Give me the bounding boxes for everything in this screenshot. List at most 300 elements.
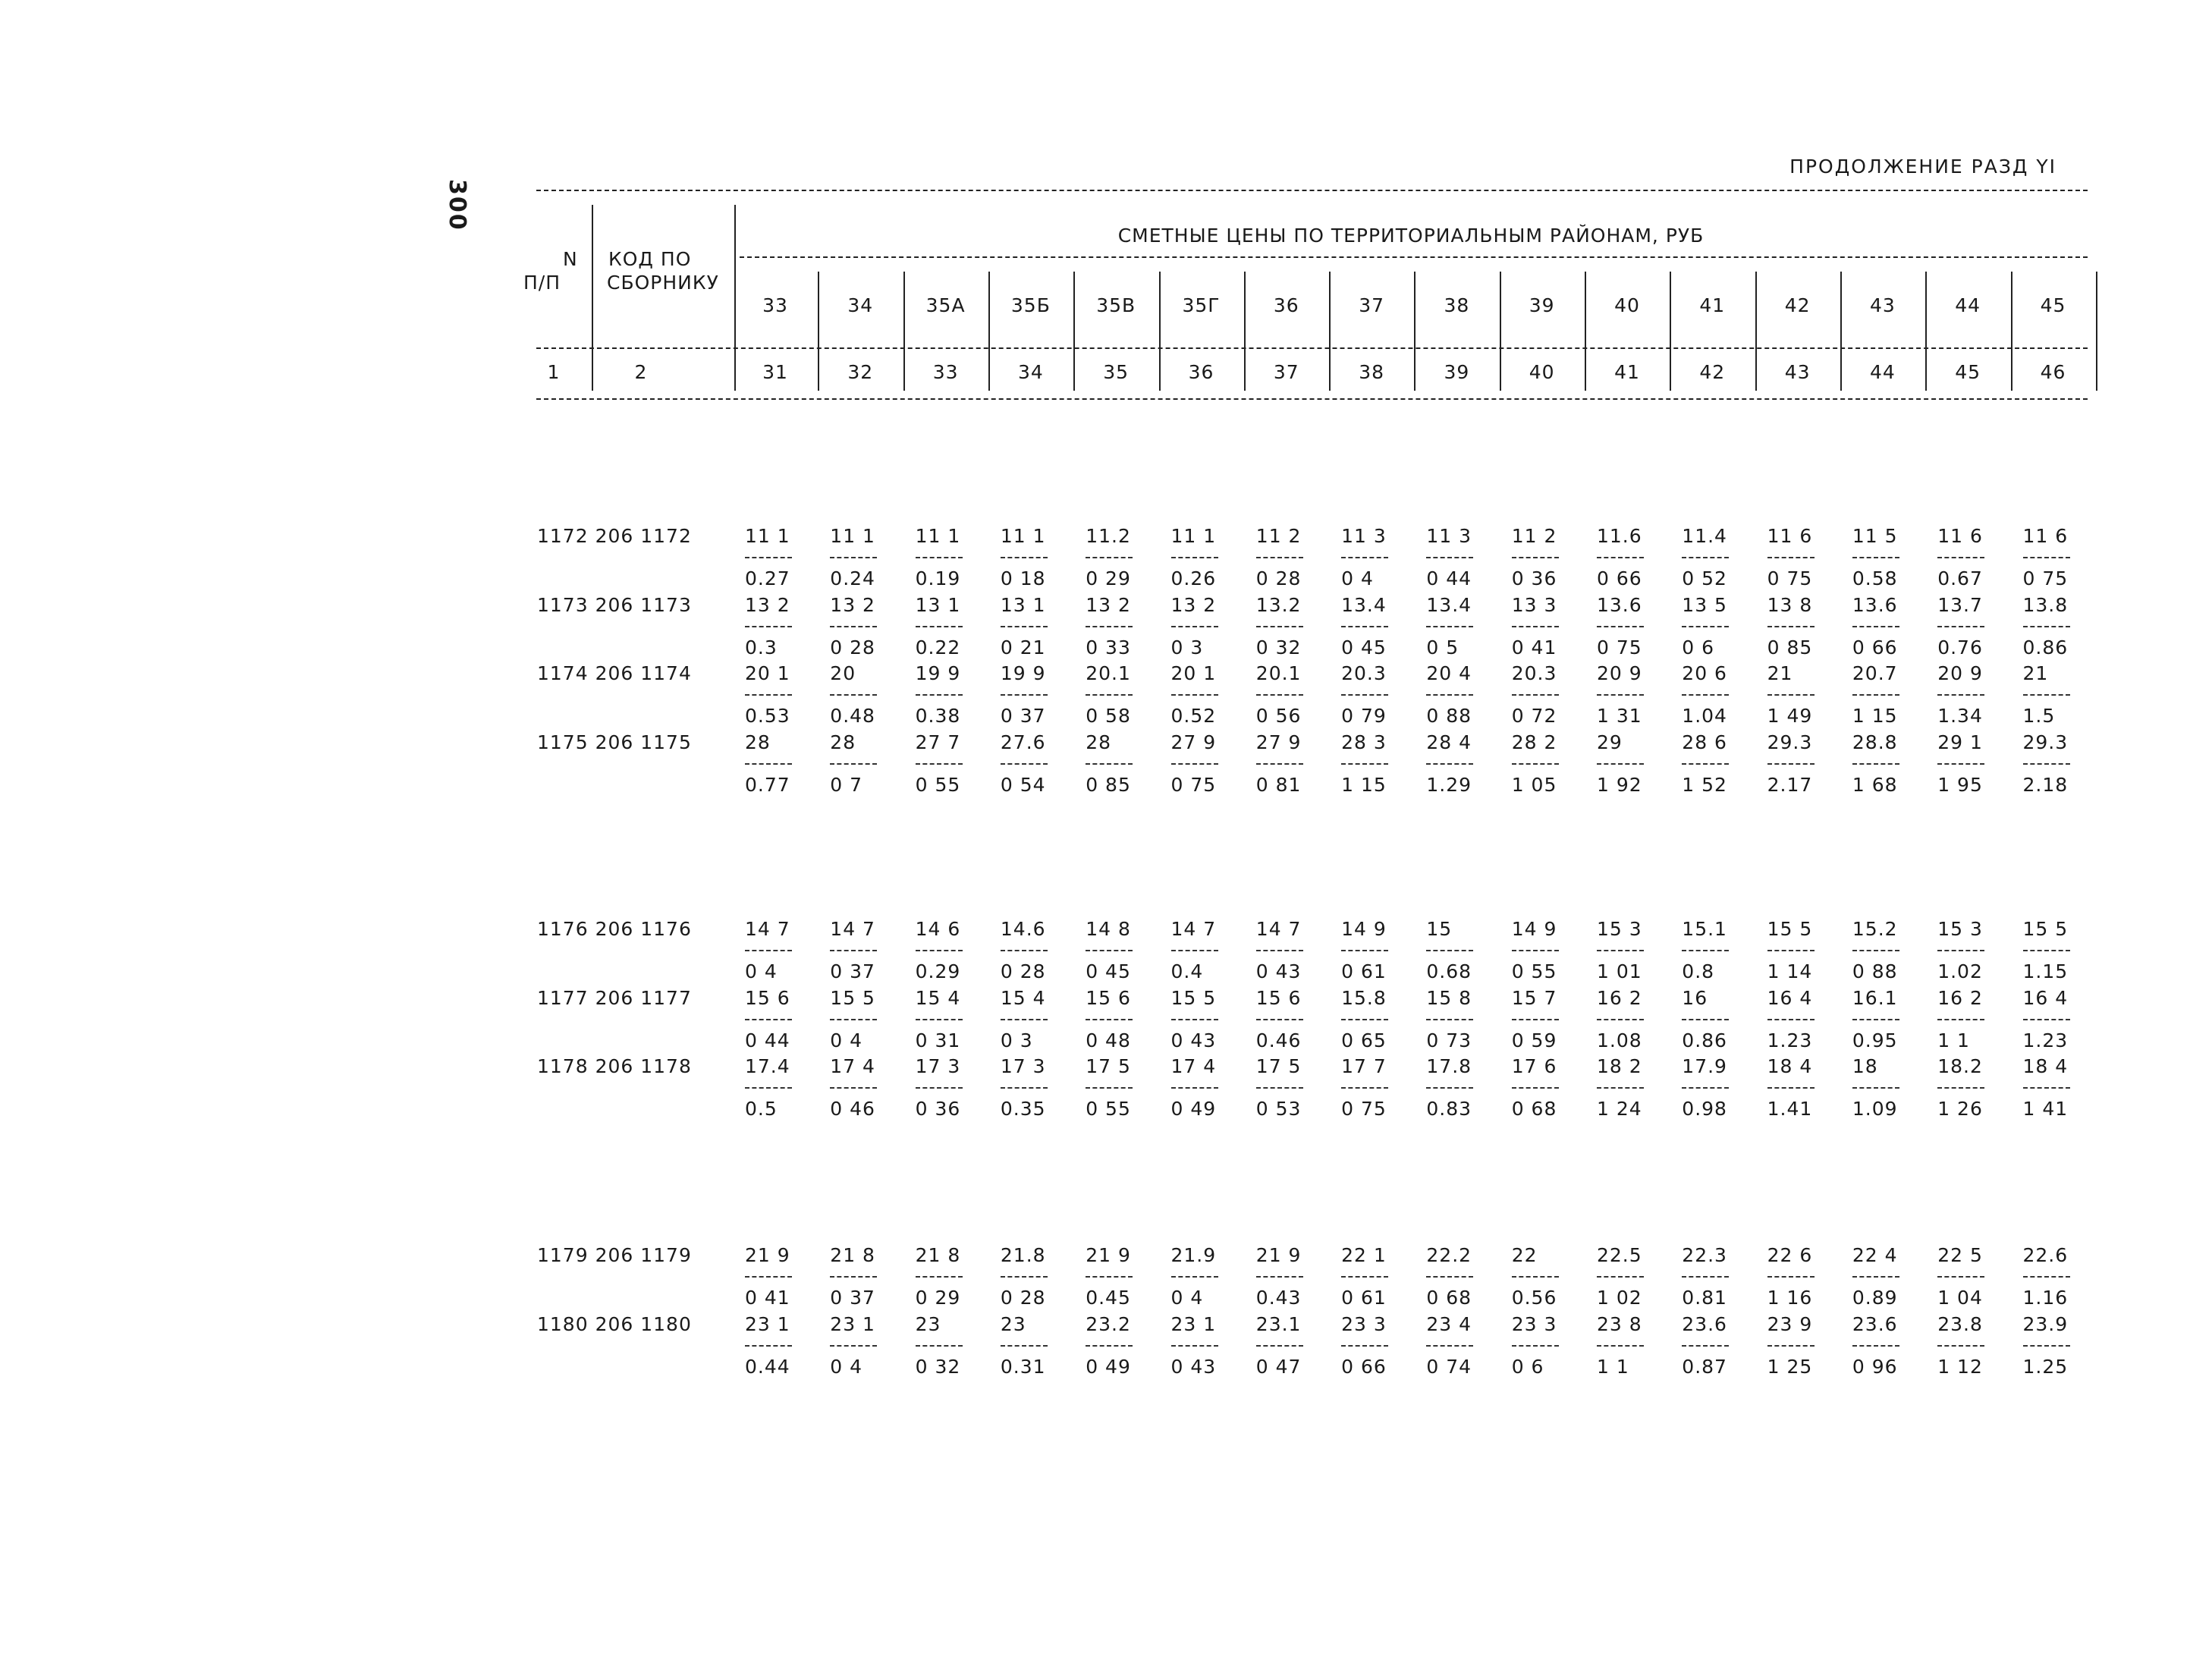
price-value: 17 5 [1255, 1055, 1302, 1077]
price-value: 18.2 [1937, 1055, 1983, 1077]
price-subvalue: 0 85 [1767, 636, 1813, 658]
price-subvalue: 1.09 [1852, 1098, 1898, 1120]
fraction-rule [1767, 763, 1815, 765]
price-value: 23 8 [1597, 1312, 1642, 1335]
price-subvalue: 0 49 [1086, 1355, 1131, 1378]
price-value: 28 [1086, 731, 1111, 753]
fraction-rule [745, 1087, 792, 1089]
price-subvalue: 0 4 [830, 1355, 863, 1378]
price-subvalue: 0.98 [1682, 1098, 1727, 1120]
price-value: 13 2 [830, 593, 875, 616]
price-subvalue: 0 55 [1086, 1098, 1131, 1120]
fraction-rule [1001, 1276, 1048, 1278]
price-subvalue: 0 4 [830, 1029, 863, 1051]
fraction-rule [916, 763, 963, 765]
price-subvalue: 0 79 [1341, 705, 1387, 727]
price-value: 28 4 [1426, 731, 1472, 753]
price-value: 21 8 [915, 1244, 961, 1266]
fraction-rule [916, 1019, 963, 1020]
fraction-rule [1341, 694, 1388, 696]
price-subvalue: 1 52 [1682, 773, 1727, 796]
price-subvalue: 1 04 [1937, 1287, 1983, 1309]
price-subvalue: 0 72 [1511, 705, 1557, 727]
price-subvalue: 1 68 [1852, 773, 1898, 796]
price-subvalue: 0.3 [745, 636, 778, 658]
fraction-rule [1426, 950, 1473, 951]
column-number: 36 [1188, 361, 1214, 383]
fraction-rule [1426, 557, 1473, 558]
price-value: 22 [1511, 1244, 1538, 1266]
price-subvalue: 0 43 [1170, 1355, 1217, 1378]
fraction-rule [1512, 1019, 1559, 1020]
fraction-rule [916, 1276, 963, 1278]
price-subvalue: 1 15 [1341, 773, 1387, 796]
column-divider [1244, 272, 1246, 391]
price-subvalue: 0 55 [1511, 960, 1557, 982]
fraction-rule [1597, 1087, 1644, 1089]
price-value: 21.8 [1000, 1244, 1046, 1266]
fraction-rule [1767, 1345, 1815, 1347]
fraction-rule [1341, 1087, 1388, 1089]
price-value: 22 1 [1341, 1244, 1387, 1266]
fraction-rule [1937, 557, 1984, 558]
fraction-rule [916, 694, 963, 696]
price-value: 21 [2022, 662, 2049, 684]
price-value: 28.8 [1852, 731, 1898, 753]
price-value: 27.6 [1000, 731, 1046, 753]
fraction-rule [830, 1019, 877, 1020]
fraction-rule [1086, 950, 1133, 951]
fraction-rule [1852, 557, 1899, 558]
price-value: 13 2 [1086, 593, 1131, 616]
column-divider [1840, 272, 1842, 391]
price-value: 23 1 [1170, 1312, 1217, 1335]
price-subvalue: 0 21 [1000, 636, 1046, 658]
price-subvalue: 0 59 [1511, 1029, 1557, 1051]
price-subvalue: 0.53 [745, 705, 790, 727]
price-value: 11 1 [745, 525, 790, 547]
region-header: 42 [1784, 294, 1811, 316]
price-subvalue: 0.48 [830, 705, 875, 727]
column-divider [1329, 272, 1331, 391]
fraction-rule [1937, 1345, 1984, 1347]
code-label-1: КОД ПО [608, 248, 692, 270]
fraction-rule [1256, 950, 1303, 951]
price-value: 18 2 [1597, 1055, 1642, 1077]
column-number: 37 [1273, 361, 1299, 383]
fraction-rule [1171, 763, 1218, 765]
price-subvalue: 0 75 [1767, 567, 1813, 589]
fraction-rule [1937, 1087, 1984, 1089]
fraction-rule [1852, 763, 1899, 765]
price-subvalue: 0 28 [1000, 1287, 1046, 1309]
price-subvalue: 0.35 [1000, 1098, 1046, 1120]
price-subvalue: 0.52 [1170, 705, 1217, 727]
column-divider [1755, 272, 1757, 391]
price-subvalue: 0 73 [1426, 1029, 1472, 1051]
price-subvalue: 1.23 [2022, 1029, 2069, 1051]
region-header: 43 [1869, 294, 1896, 316]
price-value: 11.6 [1597, 525, 1642, 547]
price-subvalue: 0 47 [1255, 1355, 1302, 1378]
price-value: 15 6 [1255, 986, 1302, 1009]
fraction-rule [1937, 626, 1984, 627]
price-value: 21 8 [830, 1244, 875, 1266]
price-value: 20 1 [1170, 662, 1217, 684]
fraction-rule [1767, 557, 1815, 558]
price-subvalue: 0 32 [915, 1355, 961, 1378]
column-divider [903, 272, 905, 391]
price-subvalue: 0.45 [1086, 1287, 1131, 1309]
price-subvalue: 0.29 [915, 960, 961, 982]
column-number: 40 [1529, 361, 1555, 383]
price-value: 21 9 [1086, 1244, 1131, 1266]
price-value: 11 1 [1000, 525, 1046, 547]
fraction-rule [1001, 694, 1048, 696]
row-code: 1175 206 1175 [537, 731, 692, 753]
region-header: 36 [1273, 294, 1299, 316]
fraction-rule [1682, 557, 1729, 558]
price-value: 13.6 [1852, 593, 1898, 616]
price-value: 27 9 [1170, 731, 1217, 753]
fraction-rule [830, 1345, 877, 1347]
price-value: 13.4 [1426, 593, 1472, 616]
fraction-rule [1852, 1087, 1899, 1089]
price-subvalue: 1 02 [1597, 1287, 1642, 1309]
price-subvalue: 0.4 [1170, 960, 1204, 982]
price-value: 28 6 [1682, 731, 1727, 753]
row-code: 1173 206 1173 [537, 593, 692, 616]
price-subvalue: 0.86 [1682, 1029, 1727, 1051]
fraction-rule [1852, 694, 1899, 696]
price-value: 16 4 [2022, 986, 2069, 1009]
price-subvalue: 1.04 [1682, 705, 1727, 727]
region-header: 33 [762, 294, 788, 316]
price-subvalue: 1.16 [2022, 1287, 2069, 1309]
column-divider [818, 272, 819, 391]
price-subvalue: 0 49 [1170, 1098, 1217, 1120]
price-subvalue: 0 74 [1426, 1355, 1472, 1378]
price-value: 17 7 [1341, 1055, 1387, 1077]
fraction-rule [1512, 1087, 1559, 1089]
fraction-rule [830, 1276, 877, 1278]
price-value: 23 1 [745, 1312, 790, 1335]
fraction-rule [1512, 557, 1559, 558]
price-value: 15 8 [1426, 986, 1472, 1009]
column-number: 38 [1359, 361, 1384, 383]
price-value: 20 9 [1597, 662, 1642, 684]
price-subvalue: 1 15 [1852, 705, 1898, 727]
fraction-rule [1852, 1276, 1899, 1278]
fraction-rule [1086, 557, 1133, 558]
price-subvalue: 0.27 [745, 567, 790, 589]
price-value: 15 5 [1767, 918, 1813, 940]
price-subvalue: 1 25 [1767, 1355, 1813, 1378]
price-subvalue: 0.46 [1255, 1029, 1302, 1051]
price-subvalue: 0 61 [1341, 960, 1387, 982]
fraction-rule [830, 626, 877, 627]
fraction-rule [1597, 626, 1644, 627]
fraction-rule [1682, 1276, 1729, 1278]
price-value: 17 5 [1086, 1055, 1131, 1077]
fraction-rule [1001, 557, 1048, 558]
price-subvalue: 1 1 [1937, 1029, 1970, 1051]
fraction-rule [1001, 626, 1048, 627]
price-subvalue: 0.86 [2022, 636, 2069, 658]
price-value: 27 7 [915, 731, 961, 753]
fraction-rule [1512, 950, 1559, 951]
column-divider [1925, 272, 1927, 391]
price-value: 29 [1597, 731, 1623, 753]
price-value: 17.9 [1682, 1055, 1727, 1077]
price-value: 17 4 [830, 1055, 875, 1077]
price-subvalue: 0 37 [830, 960, 875, 982]
region-header: 37 [1359, 294, 1384, 316]
price-subvalue: 0 31 [915, 1029, 961, 1051]
fraction-rule [1426, 626, 1473, 627]
price-subvalue: 0 41 [745, 1287, 790, 1309]
column-number: 35 [1103, 361, 1130, 383]
fraction-rule [916, 626, 963, 627]
fraction-rule [1001, 1087, 1048, 1089]
fraction-rule [1512, 626, 1559, 627]
price-value: 22 5 [1937, 1244, 1983, 1266]
price-subvalue: 0 81 [1255, 773, 1302, 796]
price-value: 29 1 [1937, 731, 1983, 753]
price-value: 23 4 [1426, 1312, 1472, 1335]
fraction-rule [745, 557, 792, 558]
price-value: 20 [830, 662, 856, 684]
price-value: 21 9 [1255, 1244, 1302, 1266]
price-value: 20.3 [1511, 662, 1557, 684]
price-value: 11 3 [1426, 525, 1472, 547]
price-value: 15 5 [830, 986, 875, 1009]
fraction-rule [1341, 1345, 1388, 1347]
price-value: 13 1 [915, 593, 961, 616]
fraction-rule [1171, 557, 1218, 558]
column-divider [1073, 272, 1075, 391]
region-header: 35Б [1010, 294, 1051, 316]
price-subvalue: 1.15 [2022, 960, 2069, 982]
fraction-rule [1256, 1345, 1303, 1347]
price-subvalue: 1.02 [1937, 960, 1983, 982]
row-code: 1176 206 1176 [537, 918, 692, 940]
price-subvalue: 0 96 [1852, 1355, 1898, 1378]
price-value: 17 4 [1170, 1055, 1217, 1077]
price-value: 16 4 [1767, 986, 1813, 1009]
column-divider [1670, 272, 1671, 391]
price-subvalue: 0 32 [1255, 636, 1302, 658]
price-subvalue: 0 75 [1597, 636, 1642, 658]
price-value: 15 4 [915, 986, 961, 1009]
fraction-rule [1341, 557, 1388, 558]
fraction-rule [1171, 1019, 1218, 1020]
price-subvalue: 0.44 [745, 1355, 790, 1378]
price-subvalue: 1 16 [1767, 1287, 1813, 1309]
fraction-rule [1852, 1345, 1899, 1347]
fraction-rule [1341, 1276, 1388, 1278]
price-subvalue: 0 88 [1852, 960, 1898, 982]
fraction-rule [1682, 1019, 1729, 1020]
price-subvalue: 0 4 [1170, 1287, 1204, 1309]
price-value: 23 3 [1511, 1312, 1557, 1335]
price-subvalue: 0 68 [1426, 1287, 1472, 1309]
price-value: 13.7 [1937, 593, 1983, 616]
fraction-rule [1171, 1345, 1218, 1347]
row-code: 1179 206 1179 [537, 1244, 692, 1266]
price-value: 23 [915, 1312, 941, 1335]
column-number: 45 [1955, 361, 1981, 383]
price-subvalue: 1 24 [1597, 1098, 1642, 1120]
column-divider [2011, 272, 2012, 391]
price-subvalue: 0 54 [1000, 773, 1046, 796]
price-subvalue: 0 65 [1341, 1029, 1387, 1051]
price-subvalue: 0 85 [1086, 773, 1131, 796]
fraction-rule [1597, 1019, 1644, 1020]
price-subvalue: 0 58 [1086, 705, 1131, 727]
column-divider [1159, 272, 1161, 391]
column-divider [1585, 272, 1586, 391]
fraction-rule [1001, 950, 1048, 951]
price-subvalue: 0 37 [1000, 705, 1046, 727]
fraction-rule [1001, 1345, 1048, 1347]
fraction-rule [830, 763, 877, 765]
fraction-rule [1426, 1019, 1473, 1020]
fraction-rule [1767, 1276, 1815, 1278]
column-number: 42 [1699, 361, 1726, 383]
fraction-rule [1171, 950, 1218, 951]
price-value: 23 1 [830, 1312, 875, 1335]
price-subvalue: 0.31 [1000, 1355, 1046, 1378]
fraction-rule [1001, 763, 1048, 765]
price-value: 17 3 [915, 1055, 961, 1077]
price-subvalue: 0 66 [1341, 1355, 1387, 1378]
price-value: 20.1 [1255, 662, 1302, 684]
price-subvalue: 1 95 [1937, 773, 1983, 796]
price-subvalue: 0 4 [1341, 567, 1374, 589]
price-subvalue: 0 5 [1426, 636, 1459, 658]
price-value: 13.6 [1597, 593, 1642, 616]
row-code: 1172 206 1172 [537, 525, 692, 547]
fraction-rule [1171, 626, 1218, 627]
price-value: 13 2 [745, 593, 790, 616]
price-subvalue: 0.19 [915, 567, 961, 589]
price-subvalue: 1 1 [1597, 1355, 1629, 1378]
fraction-rule [1086, 1087, 1133, 1089]
fraction-rule [1426, 763, 1473, 765]
price-value: 20.1 [1086, 662, 1131, 684]
price-value: 19 9 [1000, 662, 1046, 684]
fraction-rule [1682, 626, 1729, 627]
price-value: 13.8 [2022, 593, 2069, 616]
header-rule [536, 347, 2088, 349]
price-subvalue: 0.38 [915, 705, 961, 727]
fraction-rule [830, 557, 877, 558]
fraction-rule [1426, 694, 1473, 696]
price-subvalue: 0 41 [1511, 636, 1557, 658]
fraction-rule [2023, 1019, 2070, 1020]
price-subvalue: 1 49 [1767, 705, 1813, 727]
price-value: 14 9 [1511, 918, 1557, 940]
fraction-rule [745, 763, 792, 765]
fraction-rule [2023, 1345, 2070, 1347]
price-value: 11 1 [1170, 525, 1217, 547]
fraction-rule [1512, 763, 1559, 765]
fraction-rule [2023, 626, 2070, 627]
price-value: 28 [745, 731, 771, 753]
price-subvalue: 0 52 [1682, 567, 1727, 589]
price-subvalue: 0.43 [1255, 1287, 1302, 1309]
price-value: 22 6 [1767, 1244, 1813, 1266]
fraction-rule [1937, 1019, 1984, 1020]
code-label-2: СБОРНИКУ [607, 272, 719, 294]
fraction-rule [2023, 763, 2070, 765]
fraction-rule [1086, 1019, 1133, 1020]
price-subvalue: 0.22 [915, 636, 961, 658]
price-value: 16 2 [1597, 986, 1642, 1009]
fraction-rule [1341, 626, 1388, 627]
price-value: 15 3 [1937, 918, 1983, 940]
fraction-rule [1512, 694, 1559, 696]
price-subvalue: 0 36 [915, 1098, 961, 1120]
price-subvalue: 0 6 [1511, 1355, 1544, 1378]
price-value: 15 3 [1597, 918, 1642, 940]
price-subvalue: 0 75 [1341, 1098, 1387, 1120]
price-value: 21.9 [1170, 1244, 1217, 1266]
price-value: 17 3 [1000, 1055, 1046, 1077]
fraction-rule [1341, 950, 1388, 951]
column-number: 31 [762, 361, 788, 383]
fraction-rule [830, 1087, 877, 1089]
fraction-rule [1171, 1276, 1218, 1278]
price-value: 20.3 [1341, 662, 1387, 684]
column-number: 32 [847, 361, 874, 383]
price-subvalue: 0 33 [1086, 636, 1131, 658]
fraction-rule [745, 1345, 792, 1347]
region-header: 35Г [1182, 294, 1221, 316]
price-subvalue: 0 4 [745, 960, 778, 982]
np-divider [592, 205, 593, 391]
fraction-rule [1682, 1087, 1729, 1089]
colnum-1: 1 [547, 361, 561, 383]
fraction-rule [1086, 1345, 1133, 1347]
price-value: 22 4 [1852, 1244, 1898, 1266]
price-value: 23 9 [1767, 1312, 1813, 1335]
price-value: 29.3 [2022, 731, 2069, 753]
page-number: 300 [444, 179, 470, 231]
price-subvalue: 0 48 [1086, 1029, 1131, 1051]
column-number: 43 [1784, 361, 1811, 383]
price-subvalue: 0 29 [915, 1287, 961, 1309]
price-subvalue: 0 45 [1341, 636, 1387, 658]
header-bottom-rule [536, 398, 2088, 400]
price-value: 11 1 [915, 525, 961, 547]
np-label-pp: П/П [523, 272, 561, 294]
price-subvalue: 0.8 [1682, 960, 1715, 982]
price-value: 28 2 [1511, 731, 1557, 753]
price-value: 15 6 [745, 986, 790, 1009]
fraction-rule [1512, 1276, 1559, 1278]
price-value: 28 3 [1341, 731, 1387, 753]
price-value: 15 5 [2022, 918, 2069, 940]
price-subvalue: 0.26 [1170, 567, 1217, 589]
price-value: 15 6 [1086, 986, 1131, 1009]
price-value: 23 3 [1341, 1312, 1387, 1335]
price-subvalue: 0 66 [1852, 636, 1898, 658]
price-value: 11 6 [2022, 525, 2069, 547]
fraction-rule [745, 694, 792, 696]
price-subvalue: 0 28 [830, 636, 875, 658]
